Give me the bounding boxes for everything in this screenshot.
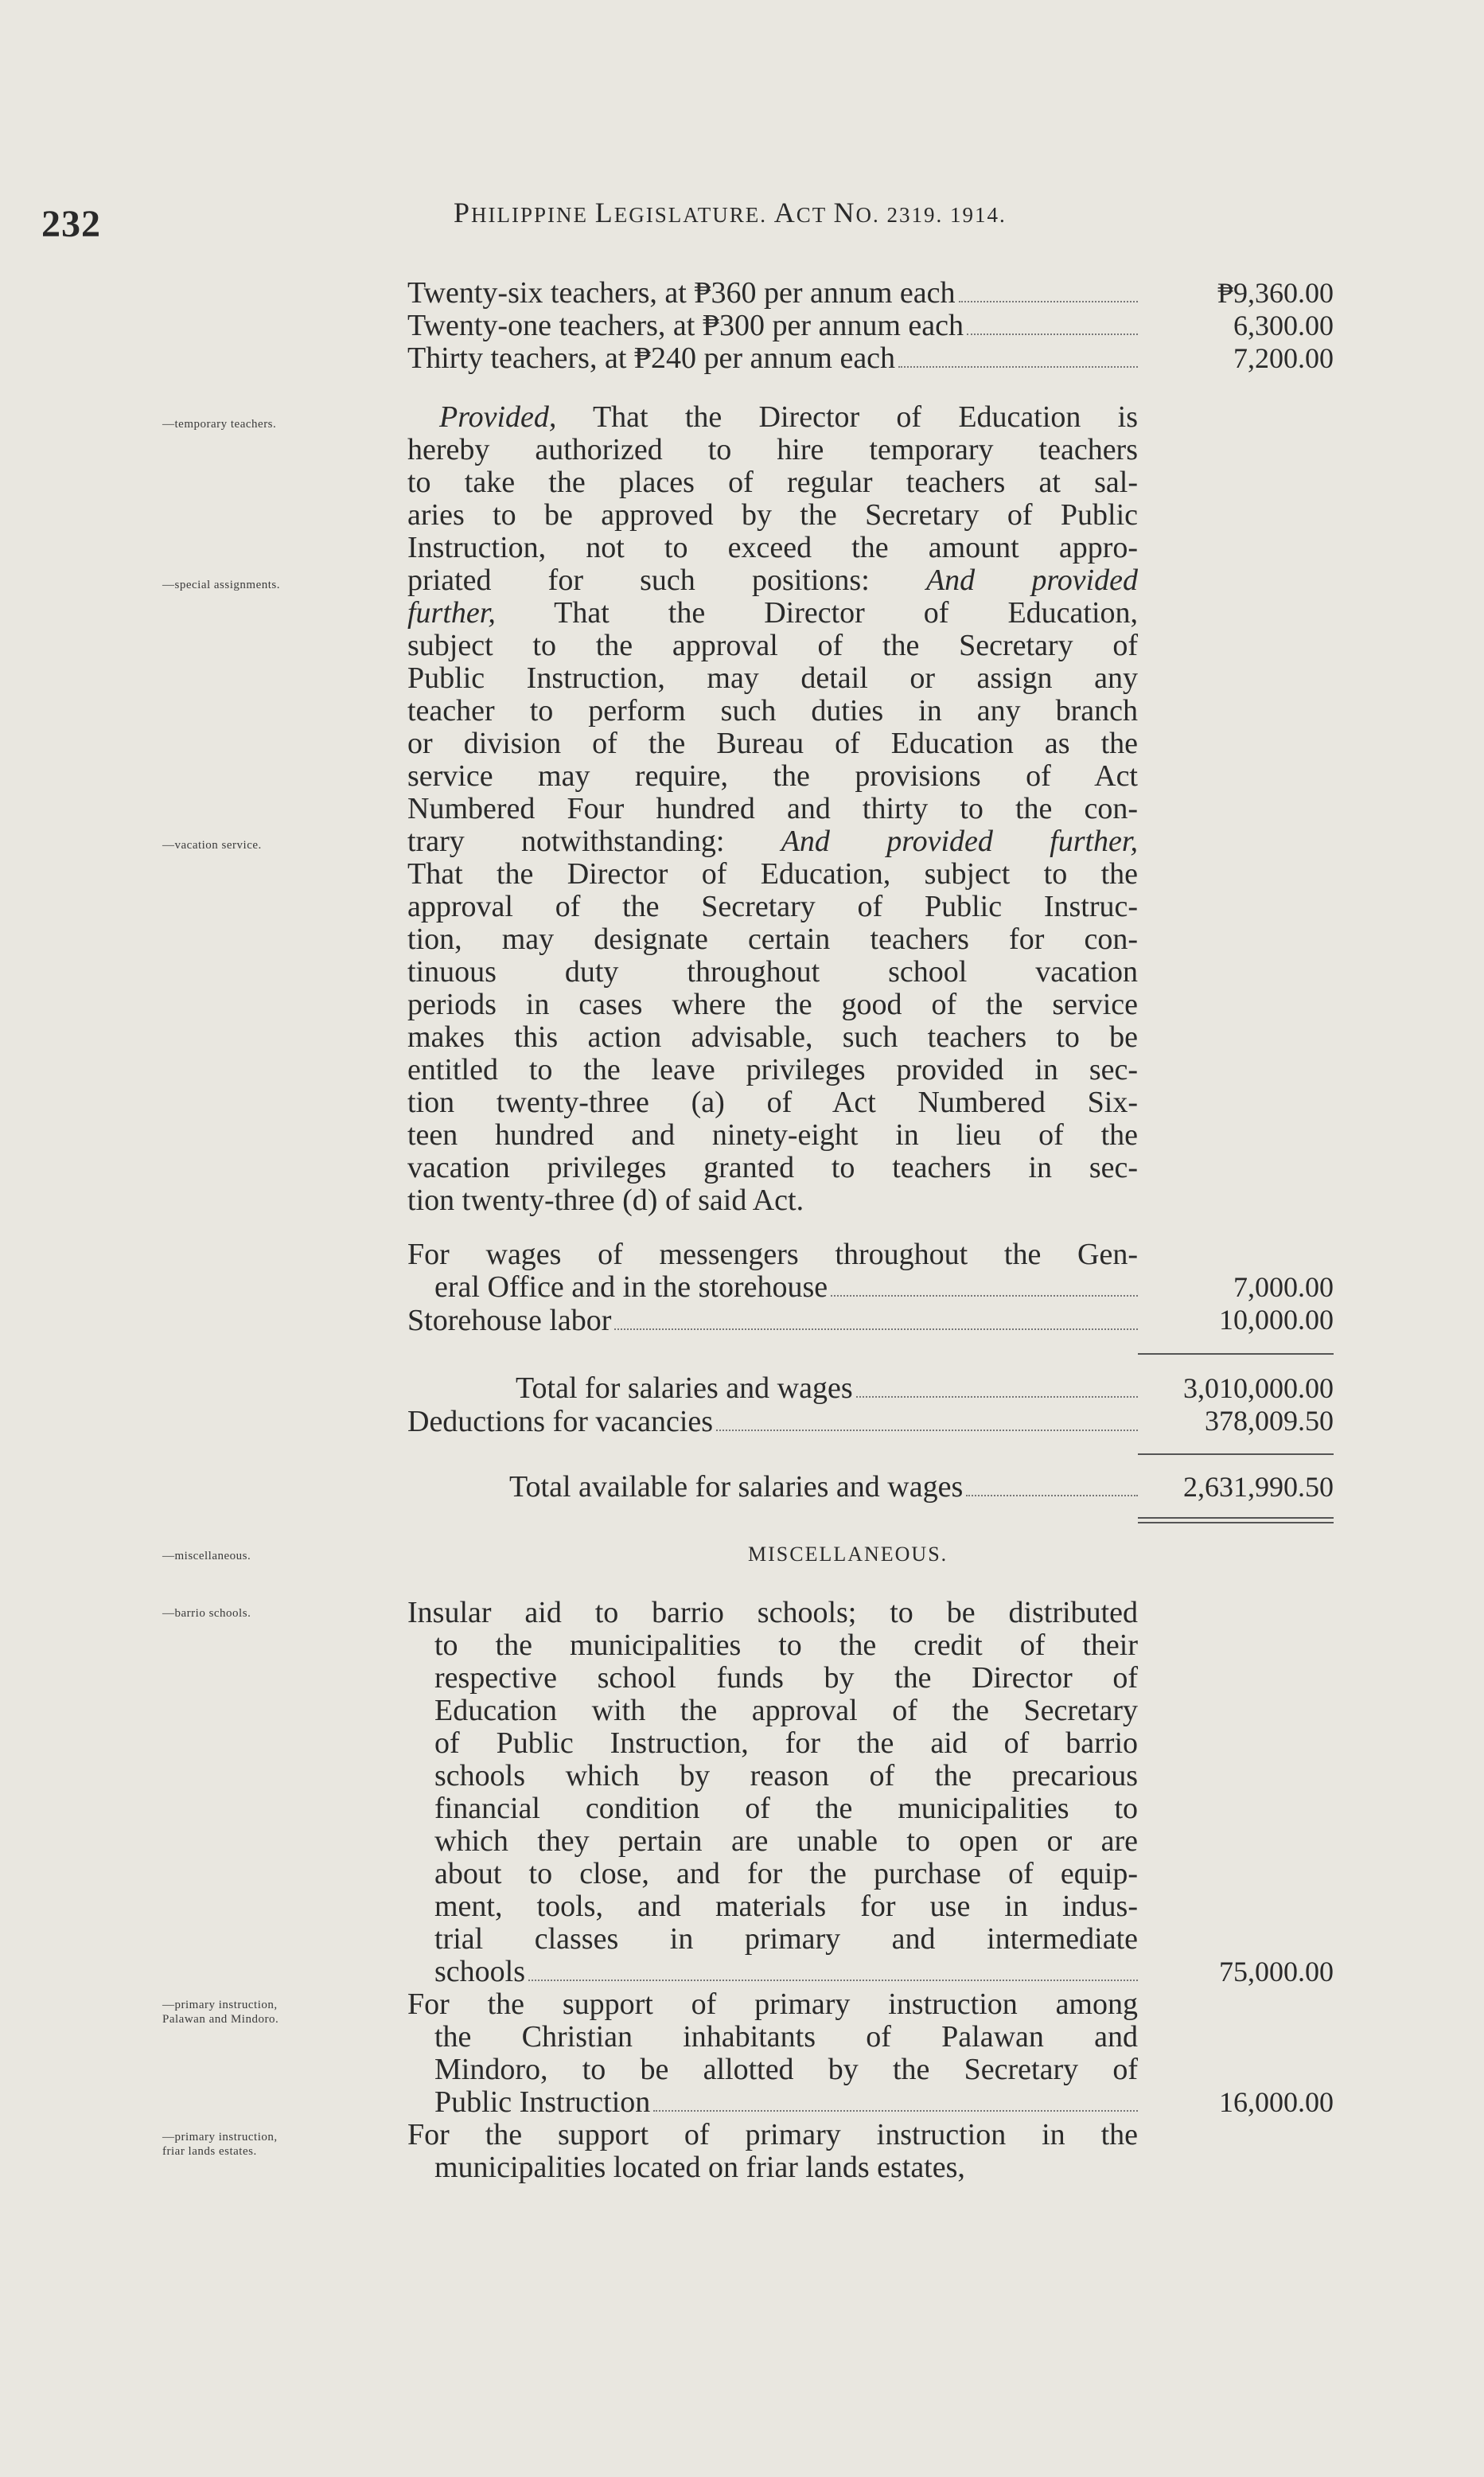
section-heading-miscellaneous: MISCELLANEOUS.	[748, 1543, 948, 1566]
paragraph-line: tion twenty-three (a) of Act Numbered Six-	[407, 1086, 1138, 1119]
salary-line	[407, 277, 1138, 310]
paragraph-line: Education with the approval of the Secretary	[434, 1694, 1138, 1727]
salary-line	[407, 342, 1138, 376]
margin-note-line: —primary instruction,	[162, 1999, 278, 2011]
paragraph-line: respective school funds by the Director of	[434, 1661, 1138, 1695]
margin-note-miscellaneous: —miscellaneous.	[162, 1550, 251, 1562]
paragraph-line: trary notwithstanding: And provided further,	[407, 825, 1138, 858]
palawan-paragraph	[407, 1988, 1138, 2120]
storehouse-label: Storehouse labor	[407, 1304, 612, 1337]
paragraph-line: Numbered Four hundred and thirty to the con-	[407, 792, 1138, 825]
amount-available: 2,631,990.50	[1183, 1471, 1334, 1503]
paragraph-line: subject to the approval of the Secretary of	[407, 629, 1138, 662]
paragraph-line: Public Instruction	[434, 2085, 651, 2119]
amount-barrio: 75,000.00	[1219, 1956, 1334, 1987]
paragraph-line: vacation privileges granted to teachers in sec-	[407, 1151, 1138, 1184]
margin-note-primary-palawan	[162, 1998, 401, 2026]
amount-storehouse: 10,000.00	[1219, 1304, 1334, 1336]
amount-total: 3,010,000.00	[1183, 1372, 1334, 1404]
paragraph-line: schools which by reason of the precarious	[434, 1759, 1138, 1792]
paragraph-line: makes this action advisable, such teachers to be	[407, 1020, 1138, 1054]
sum-rule	[1138, 1453, 1334, 1455]
salary-amount: ₱9,360.00	[1217, 277, 1334, 309]
deductions-label: Deductions for vacancies	[407, 1405, 714, 1438]
salary-amount: 7,200.00	[1233, 342, 1334, 374]
running-head	[454, 196, 1007, 229]
paragraph-line: aries to be approved by the Secretary of Public	[407, 498, 1138, 532]
paragraph-line: financial condition of the municipalities to	[434, 1792, 1138, 1825]
paragraph-line: which they pertain are unable to open or are	[434, 1824, 1138, 1858]
paragraph-line: service may require, the provisions of Act	[407, 759, 1138, 793]
salary-amount: 6,300.00	[1233, 310, 1334, 341]
salary-line-text: Twenty-six teachers, at ₱360 per annum each	[407, 276, 956, 310]
paragraph-line: trial classes in primary and intermediate	[434, 1922, 1138, 1956]
paragraph-line: Instruction, not to exceed the amount appro-	[407, 531, 1138, 564]
amount-deductions: 378,009.50	[1205, 1405, 1334, 1437]
friar-paragraph	[407, 2119, 1138, 2184]
margin-note-temporary-teachers: —temporary teachers.	[162, 418, 277, 431]
margin-note-primary-friar	[162, 2130, 401, 2159]
paragraph-line: priated for such positions: And provided	[407, 564, 1138, 597]
salary-line-text: Thirty teachers, at ₱240 per annum each	[407, 341, 896, 375]
salary-line-text: Twenty-one teachers, at ₱300 per annum each	[407, 309, 964, 342]
paragraph-line: ment, tools, and materials for use in indus-	[434, 1890, 1138, 1923]
paragraph-line: or division of the Bureau of Education as the	[407, 727, 1138, 760]
available-block	[407, 1471, 1138, 1504]
running-head-part: N	[833, 197, 856, 228]
paragraph-line: tion twenty-three (d) of said Act.	[407, 1184, 804, 1217]
paragraph-line: entitled to the leave privileges provided in sec-	[407, 1053, 1138, 1086]
wages-block	[407, 1238, 1138, 1338]
paragraph-line: hereby authorized to hire temporary teachers	[407, 433, 1138, 466]
salary-line	[407, 310, 1138, 343]
paragraph-line: about to close, and for the purchase of equip-	[434, 1857, 1138, 1890]
paragraph-line: For the support of primary instruction among	[407, 1987, 1138, 2021]
running-head-part: P	[454, 197, 472, 228]
paragraph-line: of Public Instruction, for the aid of barrio	[434, 1726, 1138, 1760]
barrio-paragraph	[407, 1597, 1138, 1989]
proviso-paragraph	[407, 401, 1138, 1217]
paragraph-line: Mindoro, to be allotted by the Secretary of	[434, 2053, 1138, 2086]
margin-note-vacation-service: —vacation service.	[162, 839, 262, 852]
paragraph-line: Public Instruction, may detail or assign any	[407, 661, 1138, 695]
margin-note-line: friar lands estates.	[162, 2145, 257, 2158]
available-label: Total available for salaries and wages	[509, 1470, 964, 1504]
double-rule	[1138, 1517, 1334, 1523]
paragraph-line: Provided, That the Director of Education is	[439, 400, 1138, 434]
running-head-part: CT	[796, 203, 834, 227]
paragraph-line: Insular aid to barrio schools; to be distributed	[407, 1596, 1138, 1629]
paragraph-line: periods in cases where the good of the service	[407, 988, 1138, 1021]
amount-palawan: 16,000.00	[1219, 2086, 1334, 2118]
paragraph-line: to take the places of regular teachers at sal-	[407, 466, 1138, 499]
paragraph-line: teen hundred and ninety-eight in lieu of the	[407, 1118, 1138, 1152]
margin-note-barrio-schools: —barrio schools.	[162, 1607, 251, 1620]
margin-note-line: —primary instruction,	[162, 2131, 278, 2143]
totals-block	[407, 1372, 1138, 1439]
paragraph-line: municipalities located on friar lands estates,	[434, 2151, 965, 2184]
margin-note-line: Palawan and Mindoro.	[162, 2013, 279, 2026]
running-head-part: A	[773, 197, 797, 228]
running-head-part: EGISLATURE.	[613, 203, 774, 227]
paragraph-line: That the Director of Education, subject to the	[407, 857, 1138, 891]
sum-rule	[1138, 1353, 1334, 1355]
paragraph-line: tinuous duty throughout school vacation	[407, 955, 1138, 989]
paragraph-line: the Christian inhabitants of Palawan and	[434, 2020, 1138, 2054]
paragraph-line: to the municipalities to the credit of their	[434, 1629, 1138, 1662]
running-head-part: O. 2319. 1914.	[855, 203, 1007, 227]
margin-note-special-assignments: —special assignments.	[162, 579, 280, 591]
wages-line: eral Office and in the storehouse	[434, 1270, 828, 1304]
total-label: Total for salaries and wages	[516, 1371, 853, 1405]
page-number: 232	[41, 203, 101, 245]
wages-line: For wages of messengers throughout the Gen-	[407, 1238, 1138, 1271]
paragraph-line: further, That the Director of Education,	[407, 596, 1138, 630]
running-head-part: L	[594, 197, 614, 228]
running-head-part: HILIPPINE	[471, 203, 595, 227]
paragraph-line: approval of the Secretary of Public Instruc-	[407, 890, 1138, 923]
amount-messengers: 7,000.00	[1233, 1271, 1334, 1303]
paragraph-line: For the support of primary instruction in the	[407, 2118, 1138, 2151]
paragraph-line: tion, may designate certain teachers for con-	[407, 923, 1138, 956]
paragraph-line: teacher to perform such duties in any branch	[407, 694, 1138, 727]
paragraph-line: schools	[434, 1955, 525, 1988]
